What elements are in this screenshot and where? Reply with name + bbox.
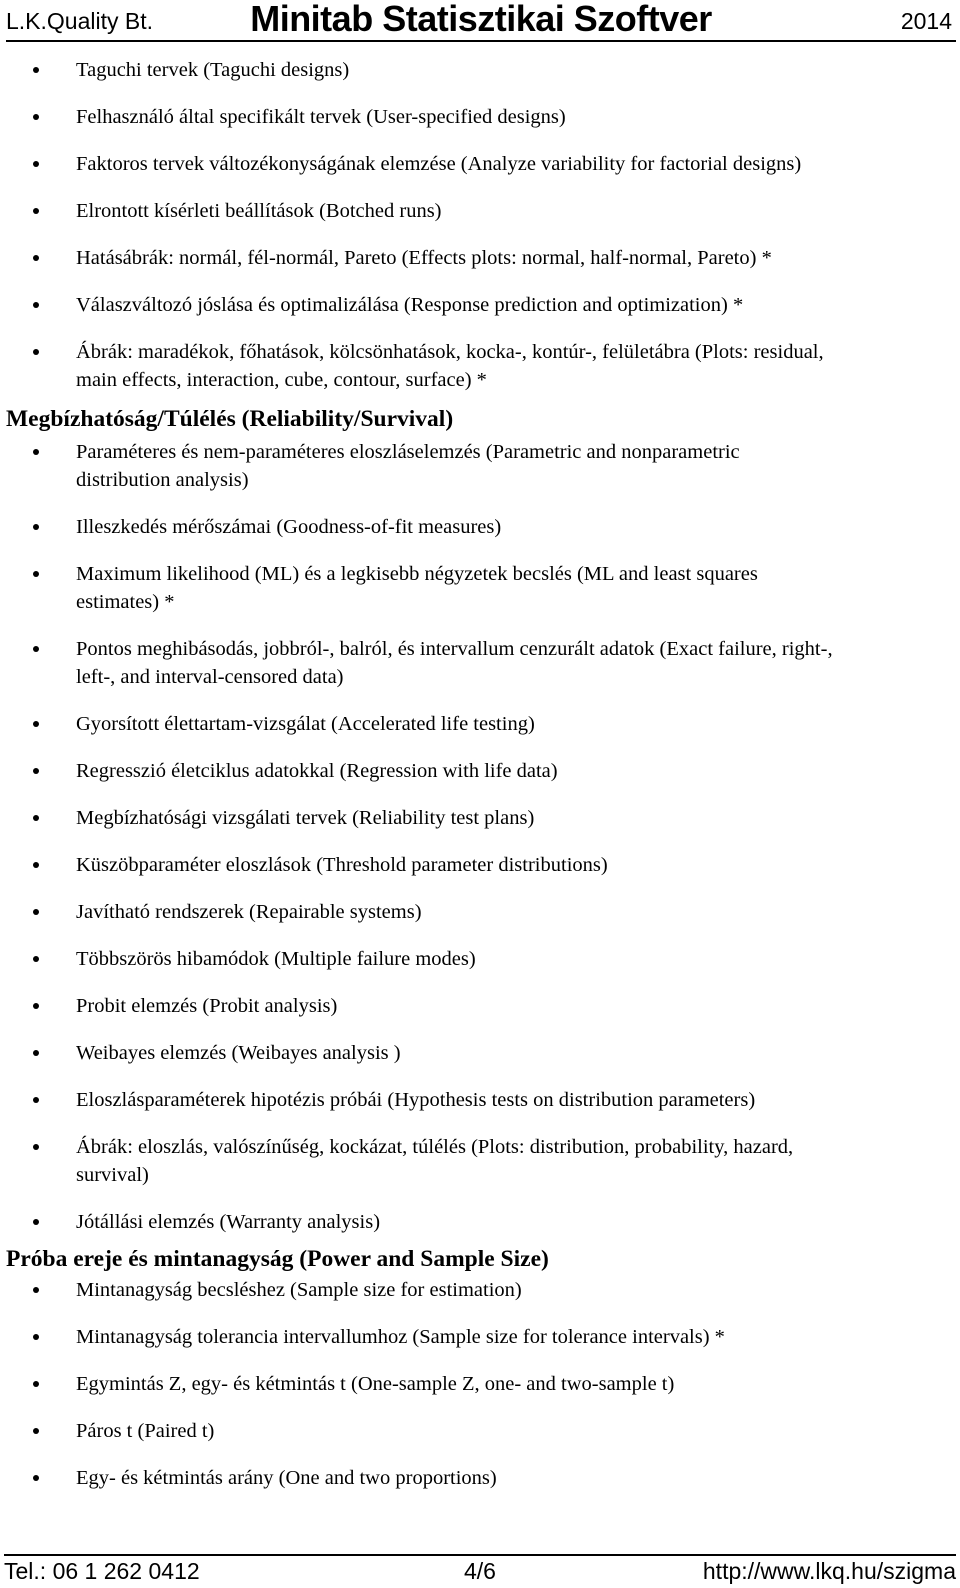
list-item-text: Megbízhatósági vizsgálati tervek (Reliability test plans) xyxy=(76,807,535,829)
bullet-icon xyxy=(33,646,39,652)
list-item xyxy=(6,1464,952,1492)
document-title: Minitab Statisztikai Szoftver xyxy=(250,0,712,39)
bullet-icon xyxy=(33,1334,39,1340)
list-item xyxy=(6,1417,952,1445)
bullet-icon xyxy=(33,67,39,73)
list-item xyxy=(6,103,952,131)
power-section-heading: Próba ereje és mintanagyság (Power and Sample Size) xyxy=(6,1246,549,1272)
list-item-text: Pontos meghibásodás, jobbról-, balról, és intervallum cenzurált adatok (Exact failure, right-, xyxy=(76,638,833,660)
footer-phone: Tel.: 06 1 262 0412 xyxy=(4,1558,200,1584)
bullet-icon xyxy=(33,1428,39,1434)
list-item xyxy=(6,244,952,272)
list-item-text: Egy- és kétmintás arány (One and two proportions) xyxy=(76,1467,497,1489)
bullet-icon xyxy=(33,1475,39,1481)
list-item xyxy=(6,1323,952,1351)
list-item xyxy=(6,635,952,691)
list-item xyxy=(6,1039,952,1067)
bullet-icon xyxy=(33,721,39,727)
reliability-section-heading: Megbízhatóság/Túlélés (Reliability/Survival) xyxy=(6,406,454,432)
page-footer xyxy=(4,1554,956,1588)
list-item-text: Illeszkedés mérőszámai (Goodness-of-fit measures) xyxy=(76,516,502,538)
bullet-icon xyxy=(33,1050,39,1056)
list-item-text: Paraméteres és nem-paraméteres eloszláselemzés (Parametric and nonparametric xyxy=(76,441,740,463)
list-item-text: Faktoros tervek változékonyságának elemzése (Analyze variability for factorial designs) xyxy=(76,153,802,175)
list-item xyxy=(6,560,952,616)
list-item-text: Válaszváltozó jóslása és optimalizálása (Response prediction and optimization) * xyxy=(76,294,744,316)
list-item xyxy=(6,1086,952,1114)
bullet-icon xyxy=(33,815,39,821)
list-item-text: left-, and interval-censored data) xyxy=(76,666,344,688)
document-year: 2014 xyxy=(900,8,952,34)
bullet-icon xyxy=(33,956,39,962)
bullet-icon xyxy=(33,1381,39,1387)
bullet-icon xyxy=(33,302,39,308)
list-item-text: main effects, interaction, cube, contour, surface) * xyxy=(76,369,487,391)
footer-url[interactable]: http://www.lkq.hu/szigma xyxy=(702,1558,956,1584)
bullet-icon xyxy=(33,349,39,355)
list-item xyxy=(6,291,952,319)
page-number: 4/6 xyxy=(464,1558,496,1584)
bullet-icon xyxy=(33,768,39,774)
bullet-icon xyxy=(33,114,39,120)
list-item-text: Felhasználó által specifikált tervek (User-specified designs) xyxy=(76,106,566,128)
list-item-text: Taguchi tervek (Taguchi designs) xyxy=(76,59,350,81)
list-item xyxy=(6,992,952,1020)
bullet-icon xyxy=(33,1287,39,1293)
list-item-text: survival) xyxy=(76,1164,149,1186)
list-item xyxy=(6,710,952,738)
list-item-text: Maximum likelihood (ML) és a legkisebb négyzetek becslés (ML and least squares xyxy=(76,563,758,585)
list-item-text: Többszörös hibamódok (Multiple failure modes) xyxy=(76,948,476,970)
bullet-icon xyxy=(33,524,39,530)
list-item xyxy=(6,513,952,541)
list-item xyxy=(6,1370,952,1398)
bullet-icon xyxy=(33,1003,39,1009)
bullet-icon xyxy=(33,1097,39,1103)
bullet-icon xyxy=(33,208,39,214)
list-item xyxy=(6,851,952,879)
list-item xyxy=(6,1133,952,1189)
bullet-icon xyxy=(33,909,39,915)
list-item-text: Probit elemzés (Probit analysis) xyxy=(76,995,338,1017)
page-content xyxy=(6,44,952,1492)
list-item-text: Ábrák: eloszlás, valószínűség, kockázat, túlélés (Plots: distribution, probability, hazard, xyxy=(76,1136,794,1158)
list-item-text: Ábrák: maradékok, főhatások, kölcsönhatások, kocka-, kontúr-, felületábra (Plots: residual, xyxy=(76,341,824,363)
doe-feature-list xyxy=(6,56,952,394)
list-item-text: Hatásábrák: normál, fél-normál, Pareto (Effects plots: normal, half-normal, Pareto) * xyxy=(76,247,772,269)
list-item-text: Páros t (Paired t) xyxy=(76,1420,215,1442)
list-item xyxy=(6,898,952,926)
list-item xyxy=(6,1276,952,1304)
bullet-icon xyxy=(33,161,39,167)
list-item xyxy=(6,1208,952,1236)
list-item-text: Jótállási elemzés (Warranty analysis) xyxy=(76,1211,381,1233)
reliability-feature-list xyxy=(6,438,952,1236)
list-item xyxy=(6,945,952,973)
company-name: L.K.Quality Bt. xyxy=(6,8,154,34)
list-item-text: Javítható rendszerek (Repairable systems) xyxy=(76,901,422,923)
power-feature-list xyxy=(6,1276,952,1492)
list-item-text: estimates) * xyxy=(76,591,175,613)
list-item-text: Mintanagyság tolerancia intervallumhoz (Sample size for tolerance intervals) * xyxy=(76,1326,725,1348)
list-item-text: Regresszió életciklus adatokkal (Regression with life data) xyxy=(76,760,558,782)
list-item-text: Mintanagyság becsléshez (Sample size for estimation) xyxy=(76,1279,522,1301)
list-item-text: Elrontott kísérleti beállítások (Botched runs) xyxy=(76,200,442,222)
list-item-text: distribution analysis) xyxy=(76,469,249,491)
bullet-icon xyxy=(33,1144,39,1150)
list-item-text: Eloszlásparaméterek hipotézis próbái (Hypothesis tests on distribution parameters) xyxy=(76,1089,756,1111)
list-item xyxy=(6,757,952,785)
bullet-icon xyxy=(33,1219,39,1225)
page-header xyxy=(6,0,956,42)
bullet-icon xyxy=(33,449,39,455)
list-item xyxy=(6,338,952,394)
list-item-text: Weibayes elemzés (Weibayes analysis ) xyxy=(76,1042,401,1064)
list-item xyxy=(6,150,952,178)
list-item xyxy=(6,804,952,832)
list-item xyxy=(6,438,952,494)
list-item xyxy=(6,197,952,225)
list-item-text: Küszöbparaméter eloszlások (Threshold parameter distributions) xyxy=(76,854,608,876)
list-item xyxy=(6,56,952,84)
bullet-icon xyxy=(33,255,39,261)
list-item-text: Egymintás Z, egy- és kétmintás t (One-sample Z, one- and two-sample t) xyxy=(76,1373,675,1395)
list-item-text: Gyorsított élettartam-vizsgálat (Accelerated life testing) xyxy=(76,713,535,735)
bullet-icon xyxy=(33,862,39,868)
bullet-icon xyxy=(33,571,39,577)
